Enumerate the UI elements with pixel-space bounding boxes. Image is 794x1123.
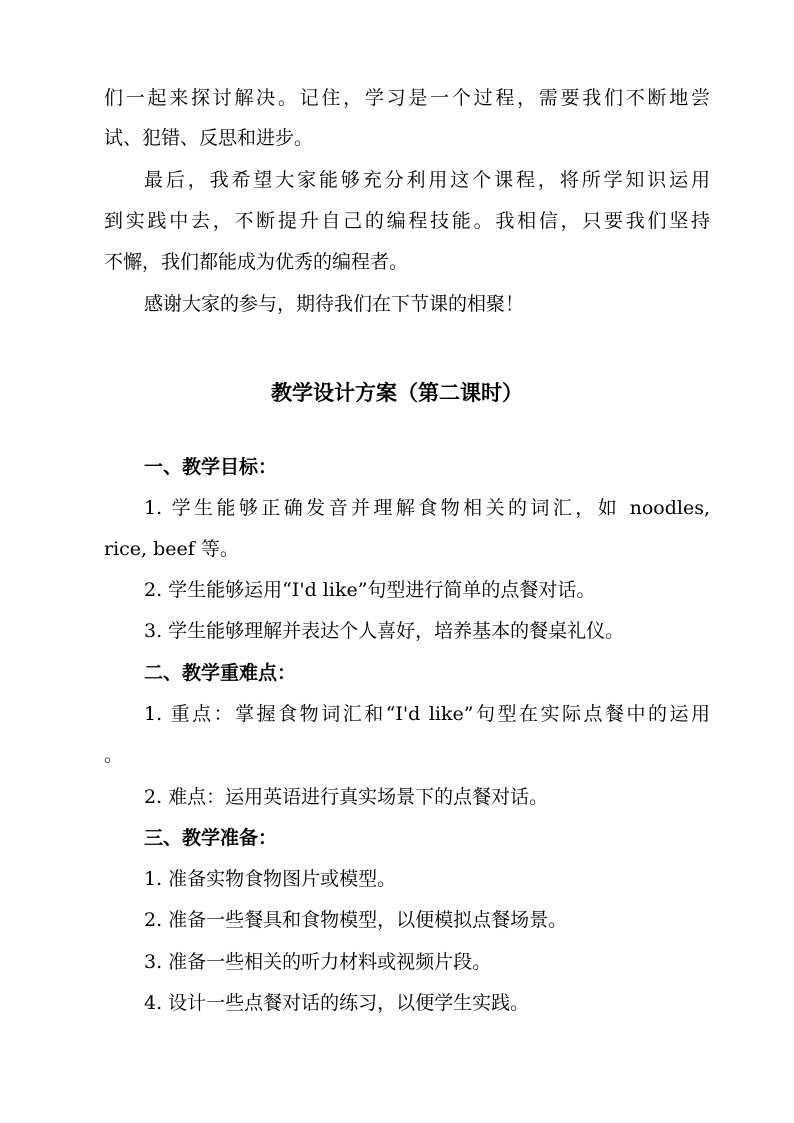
list-item: 1. 准备实物食物图片或模型。 — [144, 868, 397, 890]
paragraph-line: 试、犯错、反思和进步。 — [104, 127, 314, 149]
list-item: 3. 学生能够理解并表达个人喜好，培养基本的餐桌礼仪。 — [144, 620, 625, 642]
list-item: 4. 设计一些点餐对话的练习，以便学生实践。 — [144, 992, 530, 1014]
list-item: 2. 准备一些餐具和食物模型，以便模拟点餐场景。 — [144, 909, 568, 931]
section-title: 教学设计方案（第二课时） — [271, 380, 523, 405]
list-item: 2. 学生能够运用“I'd like”句型进行简单的点餐对话。 — [144, 579, 596, 601]
section-heading-goals: 一、教学目标： — [144, 456, 278, 478]
paragraph-line: 感谢大家的参与，期待我们在下节课的相聚！ — [144, 293, 525, 315]
list-item: 2. 难点：运用英语进行真实场景下的点餐对话。 — [144, 786, 549, 808]
section-heading-key-points: 二、教学重难点： — [144, 662, 297, 684]
paragraph-line: 最后，我希望大家能够充分利用这个课程，将所学知识运用 — [144, 169, 710, 191]
list-item: 1. 重点：掌握食物词汇和“I'd like”句型在实际点餐中的运用 — [144, 703, 710, 725]
paragraph-line: 们一起来探讨解决。记住，学习是一个过程，需要我们不断地尝 — [104, 87, 710, 109]
list-item-continuation: rice, beef 等。 — [104, 538, 239, 560]
list-item: 3. 准备一些相关的听力材料或视频片段。 — [144, 951, 492, 973]
list-item-continuation: 。 — [104, 744, 124, 766]
list-item: 1. 学生能够正确发音并理解食物相关的词汇，如 noodles, — [144, 497, 710, 519]
paragraph-line: 到实践中去，不断提升自己的编程技能。我相信，只要我们坚持 — [104, 210, 710, 232]
section-heading-preparation: 三、教学准备： — [144, 827, 278, 849]
paragraph-line: 不懈，我们都能成为优秀的编程者。 — [104, 251, 409, 273]
